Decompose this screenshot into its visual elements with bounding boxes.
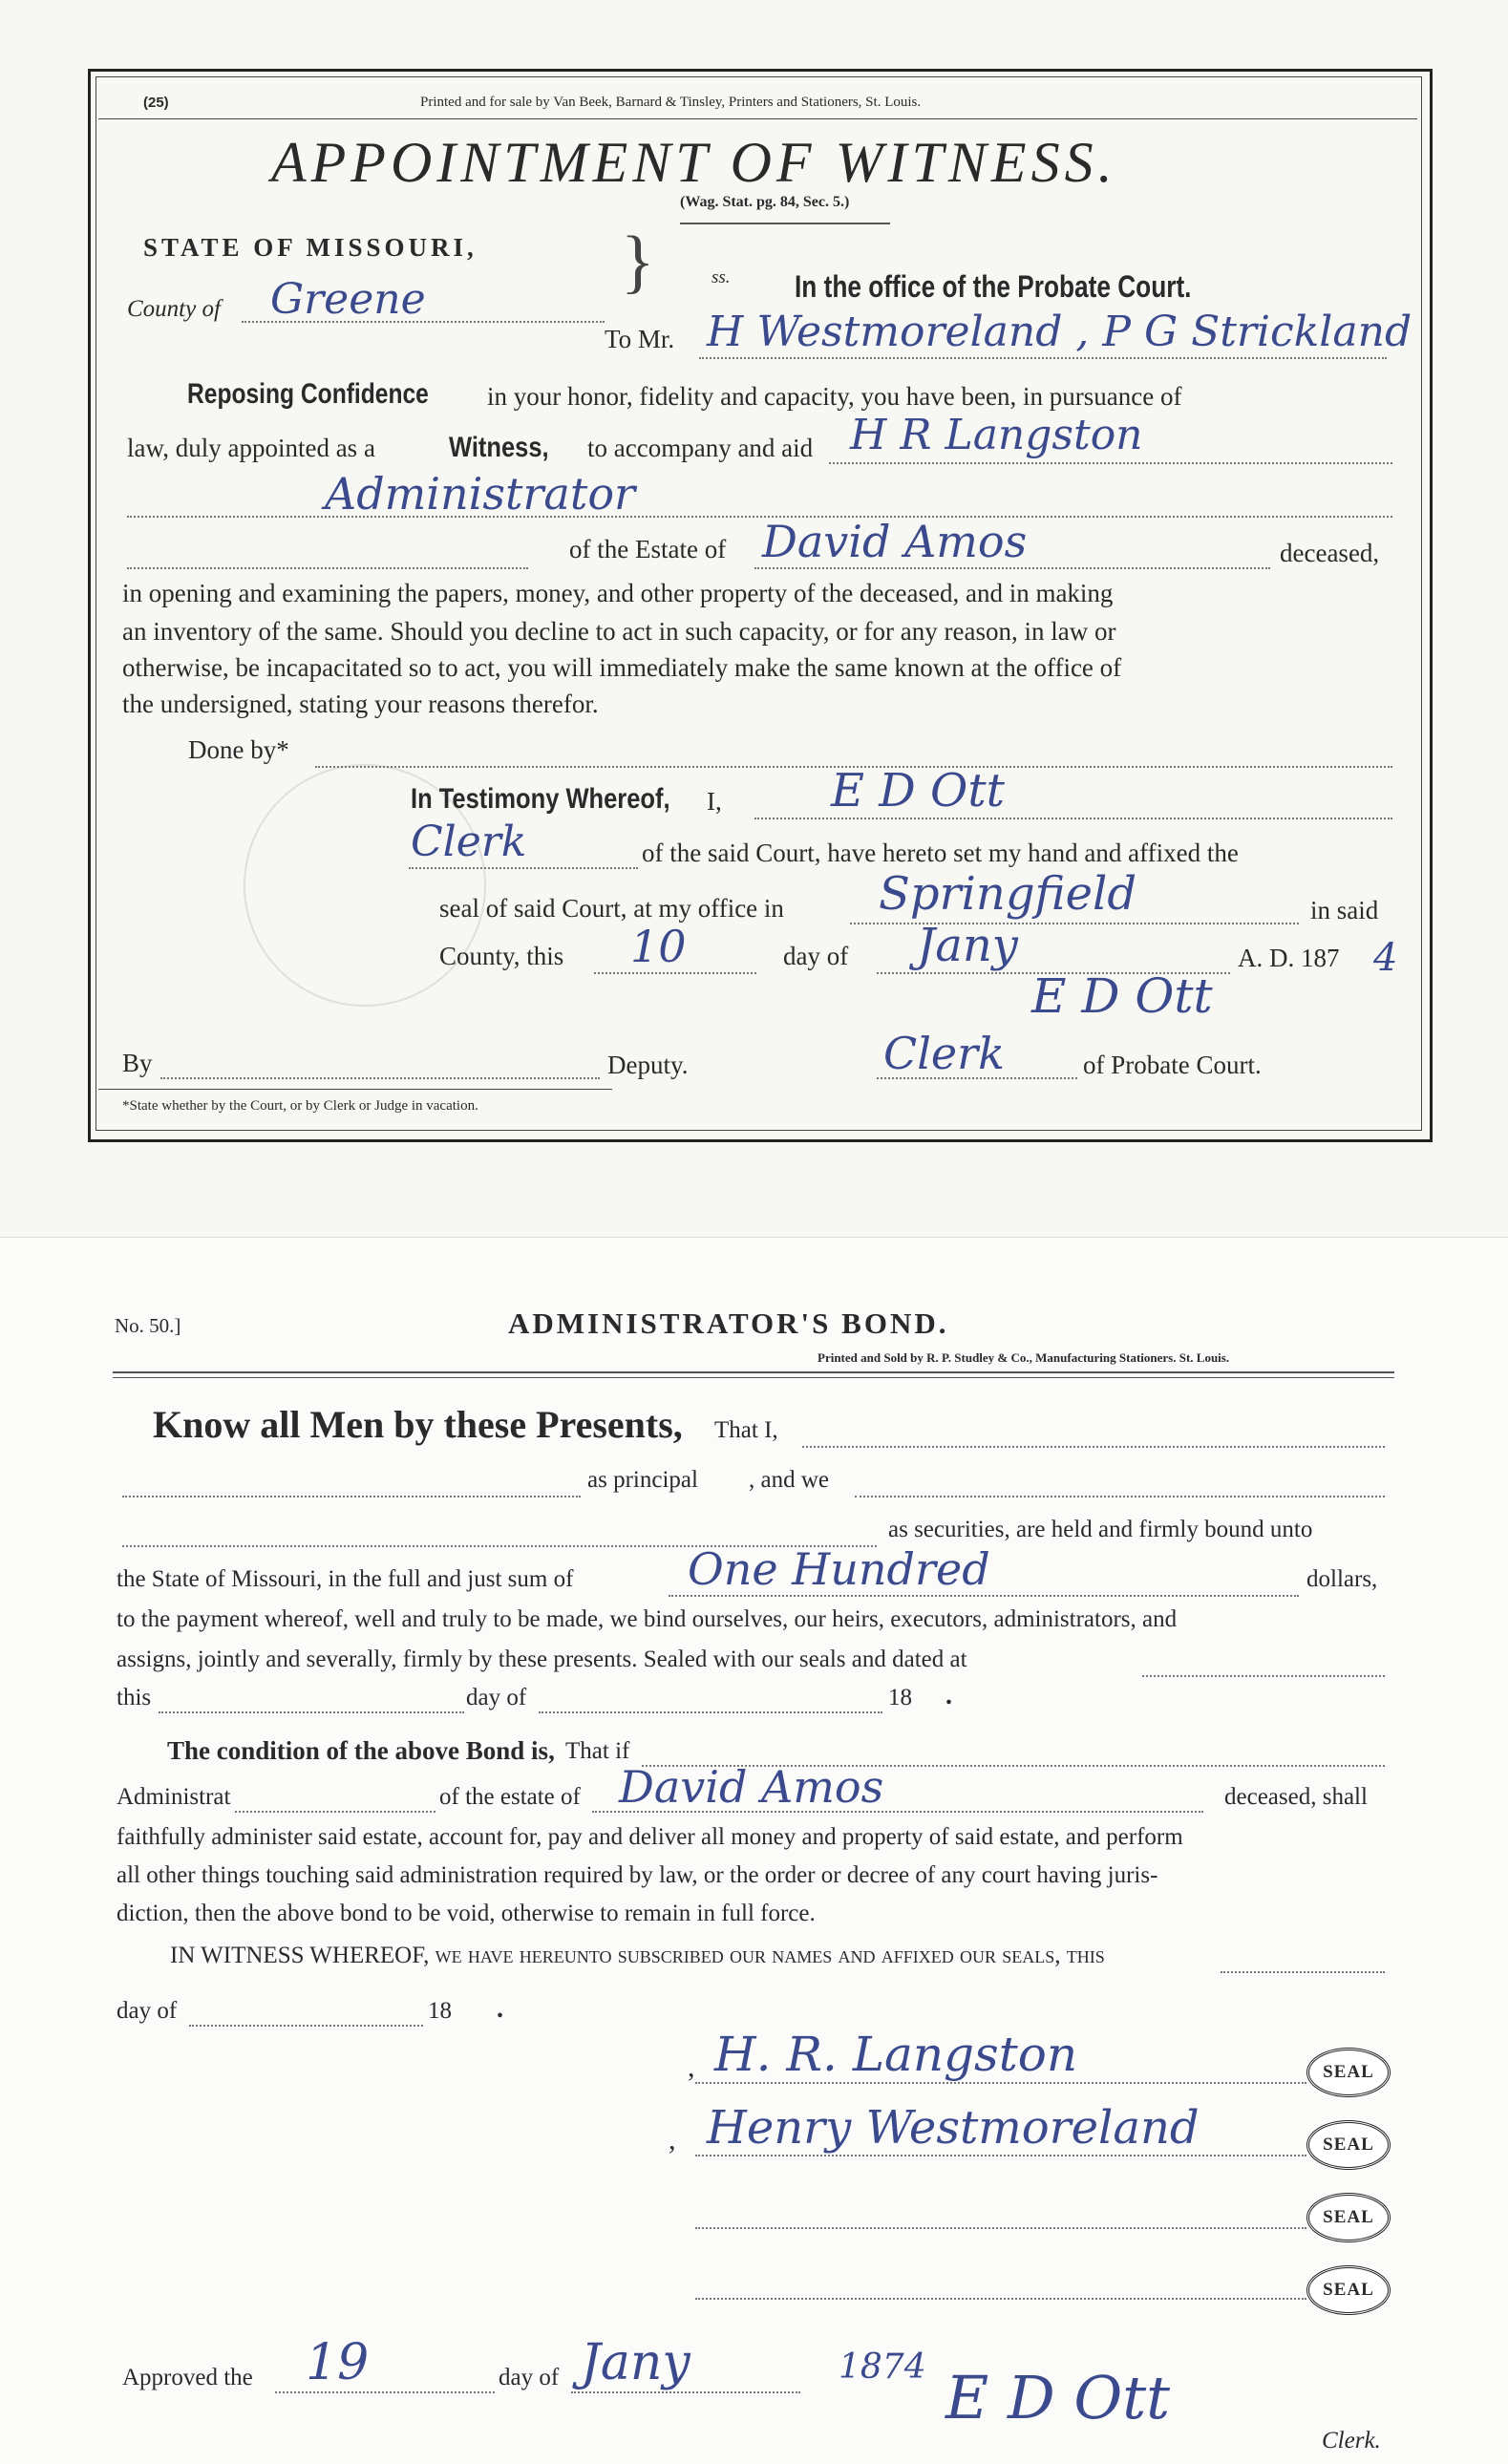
signer-line-3 bbox=[695, 2227, 1306, 2229]
dollars-label: dollars, bbox=[1306, 1566, 1378, 1592]
footnote-divider bbox=[98, 1089, 612, 1090]
month-line-bond bbox=[539, 1711, 882, 1713]
body-line-4: the undersigned, stating your reasons therefor. bbox=[122, 690, 599, 718]
witness-names: H Westmoreland , P G Strickland bbox=[707, 308, 1412, 356]
aid-value: H R Langston bbox=[850, 411, 1143, 459]
ad-label: A. D. 187 bbox=[1238, 944, 1340, 972]
statute-reference: (Wag. Stat. pg. 84, Sec. 5.) bbox=[680, 194, 850, 210]
estate-line bbox=[754, 567, 1270, 569]
administrat-line bbox=[235, 1811, 435, 1813]
year-value: 4 bbox=[1373, 936, 1398, 980]
state-heading: STATE OF MISSOURI, bbox=[143, 233, 478, 262]
eighteen-label: 18 bbox=[888, 1685, 912, 1710]
testimony-bold: In Testimony Whereof, bbox=[411, 783, 670, 815]
role-line bbox=[127, 516, 1392, 518]
signer-line-1 bbox=[695, 2082, 1306, 2084]
day-line bbox=[594, 972, 756, 974]
know-all-heading: Know all Men by these Presents, bbox=[153, 1403, 683, 1446]
body-line-3: otherwise, be incapacitated so to act, you will immediately make the same known at the office of bbox=[122, 653, 1122, 682]
seal-1: SEAL bbox=[1306, 2048, 1391, 2097]
signer-2: Henry Westmoreland bbox=[707, 2101, 1200, 2155]
ss-label: ss. bbox=[712, 267, 731, 287]
approved-day-of: day of bbox=[499, 2365, 560, 2390]
approved-label: Approved the bbox=[122, 2365, 253, 2390]
accompany-text: to accompany and aid bbox=[587, 434, 814, 462]
seal-3: SEAL bbox=[1306, 2193, 1391, 2242]
clerk-signature: E D Ott bbox=[1031, 968, 1213, 1024]
state-text: the State of Missouri, in the full and just sum of bbox=[117, 1566, 574, 1592]
seal-text: seal of said Court, at my office in bbox=[439, 894, 784, 923]
day-of-label-2: day of bbox=[117, 1998, 178, 2024]
administrators-bond-sheet bbox=[0, 1237, 1508, 2464]
printer-line: Printed and for sale by Van Beek, Barnard & Tinsley, Printers and Stationers, St. Louis. bbox=[420, 95, 922, 110]
bond-body-2: all other things touching said administration required by law, or the order or decree of any court having juris- bbox=[117, 1862, 1158, 1888]
in-witness-text: IN WITNESS WHEREOF, we have hereunto subscribed our names and affixed our seals, this bbox=[170, 1943, 1105, 1968]
bond-estate-value: David Amos bbox=[619, 1761, 884, 1813]
approved-month: Jany bbox=[581, 2334, 690, 2391]
office-city: Springfield bbox=[879, 867, 1137, 921]
approved-day: 19 bbox=[306, 2334, 370, 2391]
condition-bold: The condition of the above Bond is, bbox=[167, 1736, 555, 1765]
that-if-label: That if bbox=[565, 1738, 630, 1764]
bond-clerk-signature: E D Ott bbox=[945, 2363, 1171, 2432]
deputy-label: Deputy. bbox=[607, 1051, 689, 1079]
to-line bbox=[699, 357, 1387, 359]
sum-line bbox=[669, 1595, 1299, 1597]
administrat-label: Administrat bbox=[117, 1784, 231, 1810]
clerk-name-line bbox=[754, 818, 1392, 819]
role-value: Administrator bbox=[325, 468, 636, 520]
by-label: By bbox=[122, 1049, 153, 1077]
probate-court-label: of Probate Court. bbox=[1083, 1051, 1262, 1079]
eighteen-label-2: 18 bbox=[428, 1998, 452, 2024]
month-value: Jany bbox=[917, 919, 1018, 972]
dated-at-line bbox=[1142, 1675, 1385, 1677]
aid-line bbox=[829, 462, 1392, 464]
approved-day-line bbox=[275, 2391, 495, 2393]
in-witness-line bbox=[1221, 1971, 1385, 1973]
testimony-i: I, bbox=[707, 787, 722, 816]
printer-divider bbox=[98, 118, 1417, 119]
form-number: (25) bbox=[143, 95, 169, 111]
and-we-label: , and we bbox=[749, 1467, 829, 1493]
clerk-sig: Clerk bbox=[883, 1028, 1005, 1079]
body-line-2: an inventory of the same. Should you decline to act in such capacity, or for any reason, in law or bbox=[122, 617, 1116, 646]
seal-2: SEAL bbox=[1306, 2120, 1391, 2170]
law-text: law, duly appointed as a bbox=[127, 434, 375, 462]
this-day-line bbox=[159, 1711, 464, 1713]
period-mark-2: . bbox=[497, 1994, 503, 2024]
signer-line-2 bbox=[695, 2155, 1306, 2156]
approved-month-line bbox=[571, 2391, 800, 2393]
done-by-label: Done by* bbox=[188, 735, 289, 764]
day-of-label: day of bbox=[466, 1685, 527, 1710]
county-this-label: County, this bbox=[439, 942, 564, 970]
assigns-line: assigns, jointly and severally, firmly by these presents. Sealed with our seals and dated at bbox=[117, 1646, 967, 1672]
clerk-title: Clerk bbox=[411, 818, 527, 866]
reposing-bold: Reposing Confidence bbox=[187, 378, 429, 410]
estate-label: of the Estate of bbox=[569, 535, 727, 563]
as-principal-label: as principal bbox=[587, 1467, 698, 1493]
day-of-line-2 bbox=[189, 2025, 423, 2027]
signer-line-4 bbox=[695, 2298, 1306, 2300]
clerk-title-line bbox=[409, 867, 638, 869]
bond-printer: Printed and Sold by R. P. Studley & Co., Manufacturing Stationers. St. Louis. bbox=[818, 1350, 1230, 1365]
bond-divider-1 bbox=[113, 1371, 1394, 1373]
bond-clerk-label: Clerk. bbox=[1322, 2428, 1381, 2453]
reposing-text: in your honor, fidelity and capacity, you have been, in pursuance of bbox=[487, 382, 1182, 411]
witness-word: Witness, bbox=[449, 432, 549, 463]
body-line-1: in opening and examining the papers, money, and other property of the deceased, and in making bbox=[122, 579, 1114, 607]
seal-4: SEAL bbox=[1306, 2265, 1391, 2315]
signer-comma-2: , bbox=[669, 2124, 676, 2156]
by-line bbox=[160, 1077, 600, 1079]
said-court-text: of the said Court, have hereto set my hand and affixed the bbox=[642, 839, 1239, 867]
ornament-rule bbox=[680, 223, 890, 224]
probate-office: In the office of the Probate Court. bbox=[795, 269, 1192, 304]
principal-name-line bbox=[802, 1446, 1385, 1448]
signer-1: H. R. Langston bbox=[714, 2027, 1078, 2082]
as-securities-label: as securities, are held and firmly bound unto bbox=[888, 1517, 1313, 1542]
estate-value: David Amos bbox=[762, 516, 1028, 567]
estate-lead-line bbox=[127, 567, 528, 569]
estate-of-label: of the estate of bbox=[439, 1784, 581, 1810]
bond-divider-2 bbox=[113, 1377, 1394, 1378]
that-i-label: That I, bbox=[714, 1417, 778, 1443]
bracket: } bbox=[621, 223, 655, 301]
footnote: *State whether by the Court, or by Clerk or Judge in vacation. bbox=[122, 1098, 478, 1114]
period-mark: . bbox=[945, 1681, 952, 1710]
signer-comma-1: , bbox=[688, 2051, 695, 2083]
bond-body-3: diction, then the above bond to be void, otherwise to remain in full force. bbox=[117, 1901, 816, 1926]
bond-title: ADMINISTRATOR'S BOND. bbox=[508, 1306, 949, 1340]
bond-form-number: No. 50.] bbox=[115, 1314, 181, 1337]
clerk-name: E D Ott bbox=[831, 764, 1005, 818]
to-label: To Mr. bbox=[605, 325, 675, 353]
county-value: Greene bbox=[270, 275, 426, 324]
in-said-label: in said bbox=[1310, 896, 1379, 924]
and-we-line bbox=[855, 1496, 1385, 1498]
approved-year: 1874 bbox=[839, 2347, 926, 2387]
deceased-label: deceased, bbox=[1280, 539, 1380, 567]
deceased-shall-label: deceased, shall bbox=[1224, 1784, 1368, 1810]
principal-line bbox=[122, 1496, 581, 1498]
day-value: 10 bbox=[630, 921, 687, 972]
county-label: County of bbox=[127, 296, 221, 322]
day-of-label: day of bbox=[783, 942, 849, 970]
payment-line: to the payment whereof, well and truly to be made, we bind ourselves, our heirs, executors, administrators, and bbox=[117, 1606, 1178, 1632]
sum-value: One Hundred bbox=[688, 1543, 990, 1595]
page-title: APPOINTMENT OF WITNESS. bbox=[271, 131, 1117, 194]
this-label: this bbox=[117, 1685, 152, 1710]
bond-body-1: faithfully administer said estate, account for, pay and deliver all money and property of said estate, and perform bbox=[117, 1824, 1183, 1850]
